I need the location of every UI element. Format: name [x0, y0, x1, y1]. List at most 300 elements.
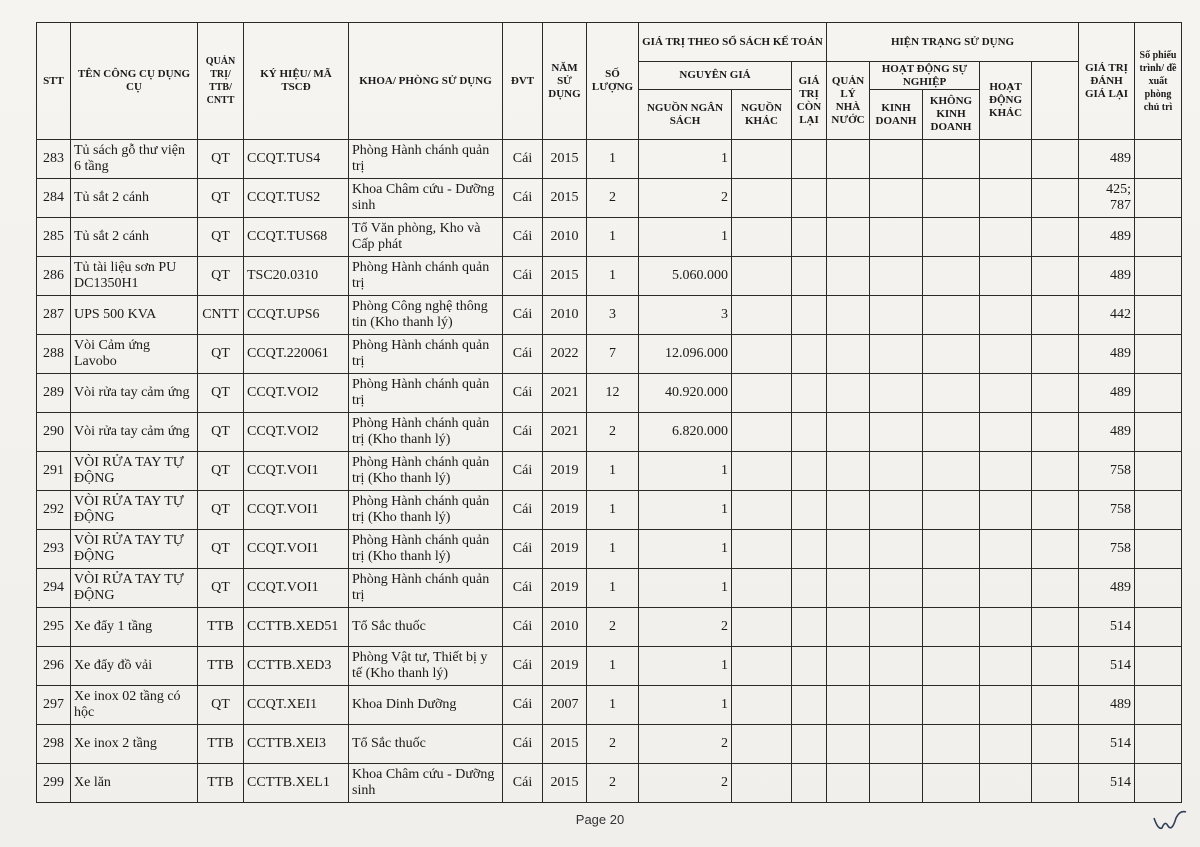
- cell-nguon-ns: 1: [639, 491, 732, 530]
- table-row: [37, 764, 1182, 803]
- cell-ten: Xe đẩy 1 tầng: [71, 608, 198, 647]
- cell-nguon-khac: [732, 725, 792, 764]
- cell-danhgia: [1032, 725, 1079, 764]
- table-header: [37, 23, 1182, 140]
- cell-ma: CCTTB.XED51: [244, 608, 349, 647]
- cell-nguon-ns: 1: [639, 218, 732, 257]
- cell-ghichu: [1135, 335, 1182, 374]
- header-soluong: SỐ LƯỢNG: [587, 23, 639, 140]
- cell-nguon-khac: [732, 764, 792, 803]
- cell-hd-khac: [980, 218, 1032, 257]
- cell-kinhdoanh: [870, 140, 923, 179]
- cell-gtcl: [792, 491, 827, 530]
- cell-quanly: [827, 530, 870, 569]
- cell-quanly: [827, 686, 870, 725]
- cell-dvt: Cái: [503, 335, 543, 374]
- cell-dvt: Cái: [503, 452, 543, 491]
- cell-nguon-ns: 1: [639, 686, 732, 725]
- cell-khoa: Phòng Hành chánh quản trị (Kho thanh lý): [349, 530, 503, 569]
- cell-soluong: 2: [587, 179, 639, 218]
- cell-ghichu: [1135, 413, 1182, 452]
- cell-ghichu: [1135, 530, 1182, 569]
- cell-soluong: 1: [587, 491, 639, 530]
- cell-quantri: QT: [198, 335, 244, 374]
- cell-ma: CCQT.VOI2: [244, 374, 349, 413]
- cell-khong-kd: [923, 725, 980, 764]
- cell-quantri: TTB: [198, 725, 244, 764]
- cell-quanly: [827, 608, 870, 647]
- cell-kinhdoanh: [870, 764, 923, 803]
- cell-gtcl: [792, 530, 827, 569]
- cell-quanly: [827, 179, 870, 218]
- table-row: [37, 374, 1182, 413]
- cell-dvt: Cái: [503, 686, 543, 725]
- cell-dvt: Cái: [503, 179, 543, 218]
- cell-ten: Xe đẩy đồ vải: [71, 647, 198, 686]
- cell-danhgia: [1032, 218, 1079, 257]
- cell-nam: 2021: [543, 413, 587, 452]
- cell-quanly: [827, 257, 870, 296]
- table-body: [37, 140, 1182, 803]
- cell-khoa: Khoa Châm cứu - Dưỡng sinh: [349, 764, 503, 803]
- cell-ma: CCQT.TUS2: [244, 179, 349, 218]
- cell-gtcl: [792, 140, 827, 179]
- cell-danhgia: [1032, 452, 1079, 491]
- cell-khoa: Khoa Châm cứu - Dưỡng sinh: [349, 179, 503, 218]
- header-khong-kd: KHÔNG KINH DOANH: [923, 90, 980, 140]
- cell-gtcl: [792, 569, 827, 608]
- cell-khong-kd: [923, 296, 980, 335]
- cell-quanly: [827, 374, 870, 413]
- cell-stt: 297: [37, 686, 71, 725]
- cell-gtcl: [792, 374, 827, 413]
- cell-kinhdoanh: [870, 257, 923, 296]
- cell-ghichu: [1135, 296, 1182, 335]
- cell-ghichu: [1135, 374, 1182, 413]
- cell-quantri: QT: [198, 140, 244, 179]
- cell-quantri: TTB: [198, 608, 244, 647]
- cell-gtcl: [792, 335, 827, 374]
- cell-dvt: Cái: [503, 296, 543, 335]
- cell-khong-kd: [923, 764, 980, 803]
- cell-soluong: 2: [587, 413, 639, 452]
- cell-dvt: Cái: [503, 725, 543, 764]
- cell-ten: Tủ tài liệu sơn PU DC1350H1: [71, 257, 198, 296]
- cell-ma: CCQT.VOI1: [244, 452, 349, 491]
- cell-hd-khac: [980, 179, 1032, 218]
- cell-nguon-khac: [732, 257, 792, 296]
- cell-ten: Tủ sắt 2 cánh: [71, 179, 198, 218]
- cell-sophieu: 489: [1079, 257, 1135, 296]
- cell-ma: CCQT.220061: [244, 335, 349, 374]
- cell-khong-kd: [923, 413, 980, 452]
- cell-gtcl: [792, 725, 827, 764]
- cell-stt: 287: [37, 296, 71, 335]
- table-row: [37, 257, 1182, 296]
- cell-quanly: [827, 647, 870, 686]
- header-stt: STT: [37, 23, 71, 140]
- cell-soluong: 3: [587, 296, 639, 335]
- cell-khong-kd: [923, 530, 980, 569]
- cell-dvt: Cái: [503, 257, 543, 296]
- cell-danhgia: [1032, 530, 1079, 569]
- cell-sophieu: 758: [1079, 530, 1135, 569]
- cell-hd-khac: [980, 452, 1032, 491]
- header-gtcl: GIÁ TRỊ CÒN LẠI: [792, 62, 827, 140]
- cell-dvt: Cái: [503, 764, 543, 803]
- cell-ten: Vòi Cảm ứng Lavobo: [71, 335, 198, 374]
- cell-danhgia: [1032, 491, 1079, 530]
- cell-nguon-khac: [732, 218, 792, 257]
- cell-ma: CCQT.XEI1: [244, 686, 349, 725]
- cell-ma: CCQT.VOI1: [244, 491, 349, 530]
- cell-quantri: QT: [198, 257, 244, 296]
- cell-ghichu: [1135, 725, 1182, 764]
- cell-ghichu: [1135, 140, 1182, 179]
- cell-quanly: [827, 296, 870, 335]
- cell-ten: Xe lăn: [71, 764, 198, 803]
- cell-nam: 2021: [543, 374, 587, 413]
- cell-ten: VÒI RỬA TAY TỰ ĐỘNG: [71, 569, 198, 608]
- header-sophieu: Số phiếu trình/ đề xuất phòng chủ trì: [1135, 23, 1182, 140]
- cell-quanly: [827, 140, 870, 179]
- cell-hd-khac: [980, 725, 1032, 764]
- cell-nam: 2010: [543, 608, 587, 647]
- cell-soluong: 1: [587, 569, 639, 608]
- cell-khoa: Phòng Hành chánh quản trị (Kho thanh lý): [349, 452, 503, 491]
- cell-danhgia: [1032, 764, 1079, 803]
- cell-hd-khac: [980, 374, 1032, 413]
- cell-ghichu: [1135, 608, 1182, 647]
- cell-nguon-khac: [732, 140, 792, 179]
- cell-nam: 2010: [543, 218, 587, 257]
- header-nguyengia: NGUYÊN GIÁ: [639, 62, 792, 90]
- table-row: [37, 686, 1182, 725]
- header-ten: TÊN CÔNG CỤ DỤNG CỤ: [71, 23, 198, 140]
- cell-quanly: [827, 335, 870, 374]
- cell-stt: 293: [37, 530, 71, 569]
- cell-quanly: [827, 569, 870, 608]
- header-nguon-khac: NGUỒN KHÁC: [732, 90, 792, 140]
- cell-nguon-khac: [732, 647, 792, 686]
- cell-khoa: Phòng Hành chánh quản trị: [349, 257, 503, 296]
- cell-khong-kd: [923, 452, 980, 491]
- header-hdsn: HOẠT ĐỘNG SỰ NGHIỆP: [870, 62, 980, 90]
- cell-khong-kd: [923, 686, 980, 725]
- cell-dvt: Cái: [503, 569, 543, 608]
- cell-nguon-khac: [732, 530, 792, 569]
- cell-ten: UPS 500 KVA: [71, 296, 198, 335]
- cell-soluong: 1: [587, 686, 639, 725]
- cell-danhgia: [1032, 296, 1079, 335]
- cell-nam: 2019: [543, 530, 587, 569]
- cell-ghichu: [1135, 218, 1182, 257]
- cell-hd-khac: [980, 569, 1032, 608]
- cell-hd-khac: [980, 413, 1032, 452]
- cell-khong-kd: [923, 374, 980, 413]
- cell-stt: 291: [37, 452, 71, 491]
- cell-ma: CCQT.TUS4: [244, 140, 349, 179]
- cell-danhgia: [1032, 569, 1079, 608]
- cell-khong-kd: [923, 608, 980, 647]
- header-kinhdoanh: KINH DOANH: [870, 90, 923, 140]
- cell-ma: TSC20.0310: [244, 257, 349, 296]
- cell-sophieu: 514: [1079, 725, 1135, 764]
- cell-quantri: QT: [198, 452, 244, 491]
- header-danhgia: GIÁ TRỊ ĐÁNH GIÁ LẠI: [1079, 23, 1135, 140]
- cell-danhgia: [1032, 335, 1079, 374]
- cell-nam: 2019: [543, 569, 587, 608]
- cell-hd-khac: [980, 296, 1032, 335]
- cell-kinhdoanh: [870, 569, 923, 608]
- cell-sophieu: 442: [1079, 296, 1135, 335]
- cell-ten: Tủ sách gỗ thư viện 6 tầng: [71, 140, 198, 179]
- cell-nguon-ns: 2: [639, 179, 732, 218]
- cell-gtcl: [792, 686, 827, 725]
- header-hientrang-group: HIỆN TRẠNG SỬ DỤNG: [827, 23, 1079, 62]
- cell-khong-kd: [923, 647, 980, 686]
- cell-nam: 2010: [543, 296, 587, 335]
- cell-stt: 296: [37, 647, 71, 686]
- cell-khoa: Phòng Hành chánh quản trị: [349, 140, 503, 179]
- cell-khoa: Phòng Hành chánh quản trị (Kho thanh lý): [349, 491, 503, 530]
- cell-khoa: Phòng Công nghệ thông tin (Kho thanh lý): [349, 296, 503, 335]
- header-kyhieu: KÝ HIỆU/ MÃ TSCĐ: [244, 23, 349, 140]
- table-row: [37, 530, 1182, 569]
- cell-kinhdoanh: [870, 452, 923, 491]
- cell-sophieu: 489: [1079, 218, 1135, 257]
- cell-khong-kd: [923, 179, 980, 218]
- inventory-table: [36, 22, 1182, 803]
- cell-gtcl: [792, 647, 827, 686]
- cell-soluong: 1: [587, 647, 639, 686]
- cell-sophieu: 489: [1079, 569, 1135, 608]
- cell-khong-kd: [923, 218, 980, 257]
- cell-soluong: 2: [587, 608, 639, 647]
- cell-ghichu: [1135, 764, 1182, 803]
- cell-quantri: QT: [198, 374, 244, 413]
- cell-quantri: QT: [198, 218, 244, 257]
- cell-nam: 2015: [543, 257, 587, 296]
- cell-gtcl: [792, 452, 827, 491]
- table-row: [37, 608, 1182, 647]
- cell-khoa: Phòng Hành chánh quản trị: [349, 374, 503, 413]
- cell-gtcl: [792, 179, 827, 218]
- cell-khong-kd: [923, 140, 980, 179]
- cell-ma: CCTTB.XEL1: [244, 764, 349, 803]
- table-row: [37, 491, 1182, 530]
- cell-kinhdoanh: [870, 413, 923, 452]
- cell-soluong: 12: [587, 374, 639, 413]
- cell-nguon-ns: 1: [639, 647, 732, 686]
- header-quantri: QUẢN TRỊ/ TTB/ CNTT: [198, 23, 244, 140]
- cell-nguon-khac: [732, 686, 792, 725]
- cell-kinhdoanh: [870, 647, 923, 686]
- cell-ten: Tủ sắt 2 cánh: [71, 218, 198, 257]
- cell-nam: 2015: [543, 140, 587, 179]
- cell-kinhdoanh: [870, 218, 923, 257]
- cell-kinhdoanh: [870, 374, 923, 413]
- cell-stt: 298: [37, 725, 71, 764]
- cell-nguon-khac: [732, 179, 792, 218]
- cell-hd-khac: [980, 530, 1032, 569]
- cell-khoa: Khoa Dinh Dưỡng: [349, 686, 503, 725]
- cell-ghichu: [1135, 647, 1182, 686]
- cell-sophieu: 489: [1079, 140, 1135, 179]
- cell-dvt: Cái: [503, 218, 543, 257]
- cell-nguon-ns: 1: [639, 530, 732, 569]
- cell-khoa: Tổ Văn phòng, Kho và Cấp phát: [349, 218, 503, 257]
- cell-khong-kd: [923, 491, 980, 530]
- header-nam: NĂM SỬ DỤNG: [543, 23, 587, 140]
- cell-danhgia: [1032, 179, 1079, 218]
- cell-dvt: Cái: [503, 374, 543, 413]
- cell-khoa: Phòng Vật tư, Thiết bị y tế (Kho thanh lý): [349, 647, 503, 686]
- cell-khoa: Tổ Sắc thuốc: [349, 725, 503, 764]
- cell-sophieu: 489: [1079, 335, 1135, 374]
- cell-kinhdoanh: [870, 335, 923, 374]
- cell-kinhdoanh: [870, 530, 923, 569]
- cell-quanly: [827, 413, 870, 452]
- cell-sophieu: 514: [1079, 764, 1135, 803]
- cell-quanly: [827, 452, 870, 491]
- cell-soluong: 1: [587, 452, 639, 491]
- cell-khong-kd: [923, 335, 980, 374]
- cell-ghichu: [1135, 452, 1182, 491]
- cell-dvt: Cái: [503, 140, 543, 179]
- cell-sophieu: 489: [1079, 413, 1135, 452]
- cell-nguon-ns: 12.096.000: [639, 335, 732, 374]
- table-row: [37, 413, 1182, 452]
- cell-kinhdoanh: [870, 686, 923, 725]
- cell-nam: 2019: [543, 647, 587, 686]
- cell-ma: CCQT.UPS6: [244, 296, 349, 335]
- cell-kinhdoanh: [870, 725, 923, 764]
- cell-soluong: 1: [587, 257, 639, 296]
- cell-nguon-ns: 3: [639, 296, 732, 335]
- cell-stt: 289: [37, 374, 71, 413]
- cell-danhgia: [1032, 257, 1079, 296]
- cell-nguon-khac: [732, 491, 792, 530]
- cell-nam: 2019: [543, 452, 587, 491]
- header-hd-khac: HOẠT ĐỘNG KHÁC: [980, 62, 1032, 140]
- cell-sophieu: 758: [1079, 452, 1135, 491]
- cell-nguon-khac: [732, 296, 792, 335]
- header-quanly: QUẢN LÝ NHÀ NƯỚC: [827, 62, 870, 140]
- cell-danhgia: [1032, 608, 1079, 647]
- cell-sophieu: 489: [1079, 374, 1135, 413]
- cell-ten: VÒI RỬA TAY TỰ ĐỘNG: [71, 530, 198, 569]
- table-row: [37, 569, 1182, 608]
- table-row: [37, 296, 1182, 335]
- cell-sophieu: 758: [1079, 491, 1135, 530]
- cell-dvt: Cái: [503, 413, 543, 452]
- cell-khong-kd: [923, 257, 980, 296]
- cell-quanly: [827, 218, 870, 257]
- table-row: [37, 725, 1182, 764]
- cell-ma: CCTTB.XED3: [244, 647, 349, 686]
- signature-mark: [1150, 806, 1190, 836]
- cell-nam: 2015: [543, 179, 587, 218]
- cell-nguon-khac: [732, 569, 792, 608]
- cell-quantri: QT: [198, 491, 244, 530]
- cell-nguon-khac: [732, 452, 792, 491]
- cell-gtcl: [792, 764, 827, 803]
- cell-ma: CCTTB.XEI3: [244, 725, 349, 764]
- cell-nguon-ns: 1: [639, 452, 732, 491]
- cell-stt: 295: [37, 608, 71, 647]
- cell-ten: Vòi rửa tay cảm ứng: [71, 413, 198, 452]
- cell-ten: Xe inox 2 tầng: [71, 725, 198, 764]
- cell-nguon-khac: [732, 335, 792, 374]
- cell-stt: 292: [37, 491, 71, 530]
- cell-ma: CCQT.VOI1: [244, 530, 349, 569]
- cell-ma: CCQT.TUS68: [244, 218, 349, 257]
- cell-nguon-ns: 2: [639, 764, 732, 803]
- cell-danhgia: [1032, 647, 1079, 686]
- header-nguon-ns: NGUỒN NGÂN SÁCH: [639, 90, 732, 140]
- cell-ten: VÒI RỬA TAY TỰ ĐỘNG: [71, 452, 198, 491]
- cell-quantri: QT: [198, 413, 244, 452]
- page-number: Page 20: [575, 812, 625, 827]
- cell-quantri: TTB: [198, 764, 244, 803]
- cell-ma: CCQT.VOI2: [244, 413, 349, 452]
- cell-quanly: [827, 491, 870, 530]
- cell-hd-khac: [980, 764, 1032, 803]
- cell-sophieu: 514: [1079, 608, 1135, 647]
- cell-quantri: QT: [198, 569, 244, 608]
- cell-ghichu: [1135, 179, 1182, 218]
- cell-dvt: Cái: [503, 647, 543, 686]
- cell-nguon-ns: 40.920.000: [639, 374, 732, 413]
- cell-stt: 286: [37, 257, 71, 296]
- cell-stt: 283: [37, 140, 71, 179]
- cell-stt: 288: [37, 335, 71, 374]
- cell-ghichu: [1135, 686, 1182, 725]
- cell-soluong: 2: [587, 725, 639, 764]
- cell-gtcl: [792, 257, 827, 296]
- cell-nguon-khac: [732, 374, 792, 413]
- cell-ten: Xe inox 02 tầng có hộc: [71, 686, 198, 725]
- cell-ghichu: [1135, 257, 1182, 296]
- cell-dvt: Cái: [503, 491, 543, 530]
- cell-gtcl: [792, 413, 827, 452]
- cell-soluong: 2: [587, 764, 639, 803]
- cell-hd-khac: [980, 608, 1032, 647]
- header-dvt: ĐVT: [503, 23, 543, 140]
- cell-danhgia: [1032, 374, 1079, 413]
- cell-khoa: Phòng Hành chánh quản trị: [349, 569, 503, 608]
- table-row: [37, 647, 1182, 686]
- cell-nguon-khac: [732, 413, 792, 452]
- header-khoa: KHOA/ PHÒNG SỬ DỤNG: [349, 23, 503, 140]
- cell-soluong: 1: [587, 530, 639, 569]
- cell-hd-khac: [980, 257, 1032, 296]
- table-row: [37, 452, 1182, 491]
- header-giatri-group: GIÁ TRỊ THEO SỔ SÁCH KẾ TOÁN: [639, 23, 827, 62]
- cell-quanly: [827, 764, 870, 803]
- cell-quantri: QT: [198, 686, 244, 725]
- cell-nam: 2007: [543, 686, 587, 725]
- cell-kinhdoanh: [870, 491, 923, 530]
- cell-nguon-ns: 1: [639, 140, 732, 179]
- cell-stt: 294: [37, 569, 71, 608]
- cell-ten: Vòi rửa tay cảm ứng: [71, 374, 198, 413]
- cell-ghichu: [1135, 491, 1182, 530]
- cell-soluong: 1: [587, 140, 639, 179]
- cell-kinhdoanh: [870, 296, 923, 335]
- table-row: [37, 140, 1182, 179]
